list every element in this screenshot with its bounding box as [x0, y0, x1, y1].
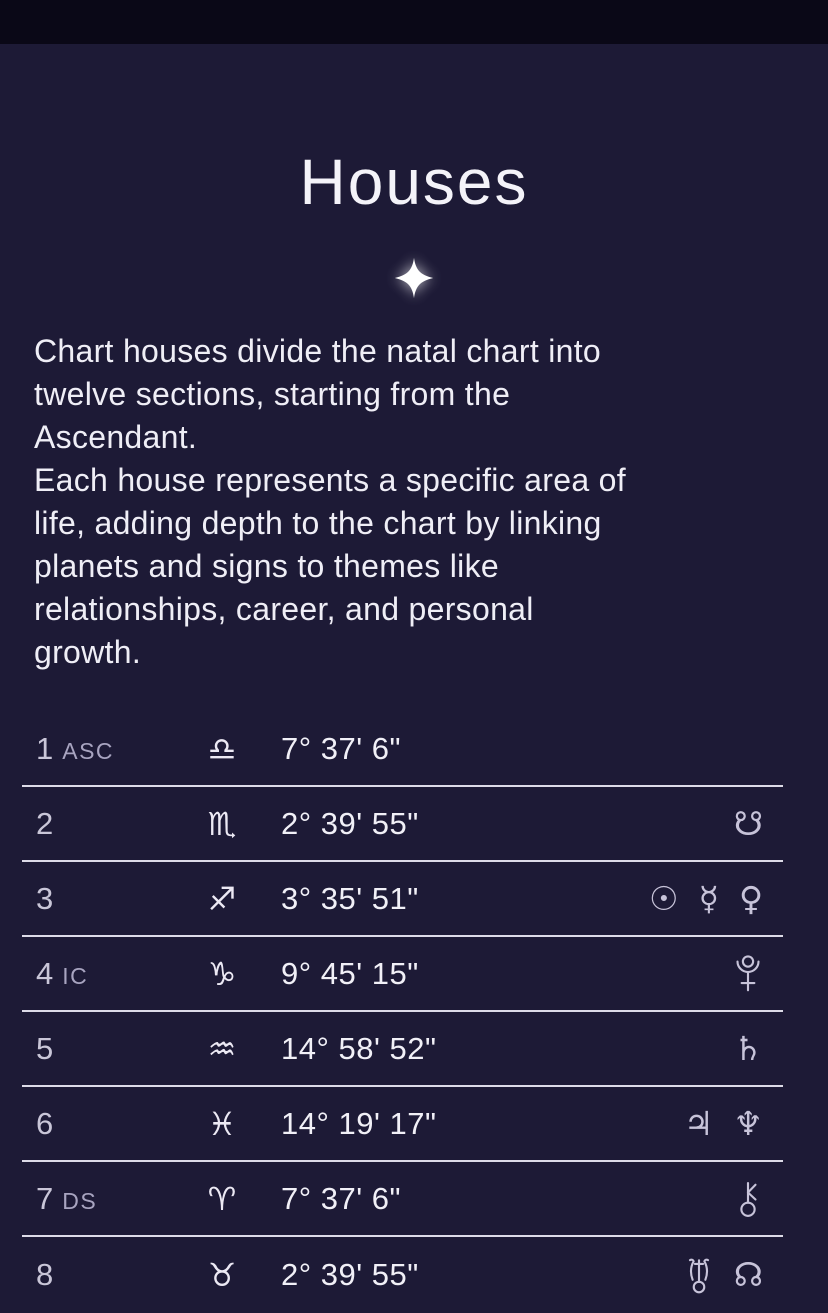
house-cell	[36, 1106, 163, 1142]
house-row-1	[22, 712, 783, 787]
house-planets	[649, 879, 783, 919]
house-degrees: 14° 58' 52"	[281, 1030, 437, 1066]
chiron-icon	[733, 1179, 763, 1219]
mercury-icon: ☿	[698, 878, 719, 918]
sun-icon: ☉	[648, 878, 679, 918]
venus-icon: ♀	[738, 878, 763, 918]
houses-description	[34, 330, 798, 674]
status-bar	[0, 0, 828, 44]
house-cell	[36, 731, 163, 767]
description-line: growth.	[34, 634, 142, 670]
scorpio-icon: ♏	[207, 804, 237, 843]
aquarius-icon: ♒	[207, 1029, 237, 1068]
house-cell	[36, 1031, 163, 1067]
description-line: planets and signs to themes like	[34, 548, 499, 584]
description-line: twelve sections, starting from the	[34, 376, 511, 412]
house-row-3	[22, 862, 783, 937]
houses-table	[22, 712, 783, 1312]
house-degrees: 3° 35' 51"	[281, 880, 419, 916]
description-line: relationships, career, and personal	[34, 591, 534, 627]
description-line: Chart houses divide the natal chart into	[34, 333, 601, 369]
ascendant-label: ASC	[62, 737, 115, 764]
house-number: 4	[36, 955, 54, 991]
capricorn-icon: ♑	[207, 954, 237, 993]
north-node-icon: ☊	[733, 1254, 763, 1294]
house-cell	[36, 1257, 163, 1293]
house-row-4	[22, 937, 783, 1012]
libra-icon: ♎	[207, 729, 237, 768]
saturn-icon: ♄	[733, 1028, 763, 1068]
house-number: 3	[36, 880, 54, 916]
house-row-6	[22, 1087, 783, 1162]
jupiter-icon: ♃	[683, 1103, 714, 1143]
house-number: 5	[36, 1030, 54, 1066]
description-line: Ascendant.	[34, 419, 198, 455]
house-row-5	[22, 1012, 783, 1087]
neptune-icon: ♆	[733, 1103, 763, 1143]
house-planets	[733, 1029, 783, 1069]
descendant-label: DS	[62, 1187, 98, 1214]
sagittarius-icon: ♐	[207, 879, 237, 918]
description-line: Each house represents a specific area of	[34, 462, 626, 498]
house-number: 7	[36, 1180, 54, 1216]
house-planets	[733, 954, 783, 994]
house-planets	[684, 1255, 783, 1295]
page-title: Houses	[299, 146, 529, 218]
description-line: life, adding depth to the chart by linking	[34, 505, 602, 541]
house-number: 6	[36, 1105, 54, 1141]
house-planets	[733, 1179, 783, 1219]
house-row-7	[22, 1162, 783, 1237]
house-cell	[36, 1181, 163, 1217]
house-row-2	[22, 787, 783, 862]
house-number: 8	[36, 1256, 54, 1292]
house-degrees: 2° 39' 55"	[281, 1256, 419, 1292]
house-row-8	[22, 1237, 783, 1312]
house-degrees: 7° 37' 6"	[281, 730, 402, 766]
pisces-icon: ♓	[207, 1104, 237, 1143]
taurus-icon: ♉	[207, 1255, 237, 1294]
house-cell	[36, 881, 163, 917]
uranus-icon	[684, 1255, 714, 1295]
house-cell	[36, 806, 163, 842]
pluto-icon	[733, 954, 763, 994]
house-number: 1	[36, 730, 54, 766]
house-degrees: 2° 39' 55"	[281, 805, 419, 841]
house-number: 2	[36, 805, 54, 841]
house-degrees: 9° 45' 15"	[281, 955, 419, 991]
imum-coeli-label: IC	[62, 962, 89, 989]
house-planets	[734, 804, 783, 844]
sparkle-icon	[0, 255, 828, 301]
south-node-icon: ☋	[733, 803, 763, 843]
aries-icon: ♈	[207, 1179, 237, 1218]
house-cell	[36, 956, 163, 992]
house-planets	[684, 1104, 783, 1144]
house-degrees: 14° 19' 17"	[281, 1105, 437, 1141]
house-degrees: 7° 37' 6"	[281, 1180, 402, 1216]
